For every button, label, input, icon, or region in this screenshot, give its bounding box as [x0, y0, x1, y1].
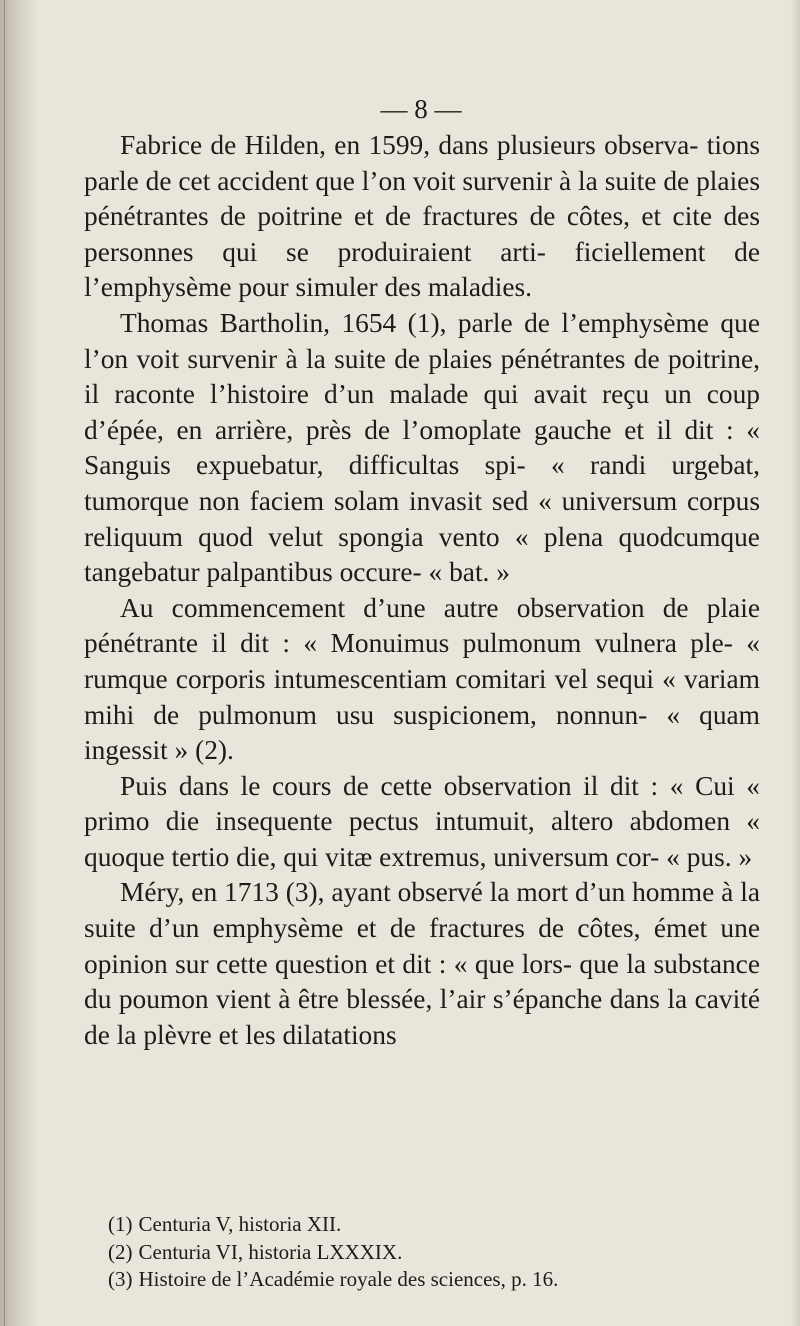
- text-line: Fabrice de Hilden, en 1599, dans plusieurs observa-: [120, 130, 699, 160]
- footnote-text: Centuria V, historia XII.: [138, 1212, 342, 1236]
- paragraph-commencement: [84, 591, 760, 769]
- text-line: reçu un coup d’épée, en arrière, près de l’omoplate: [84, 379, 761, 445]
- body-text: [84, 128, 760, 1053]
- paragraph-mery: [84, 875, 760, 1053]
- page-number: — 8 —: [380, 94, 462, 124]
- text-line: « quoque tertio die, qui vitæ extremus, universum cor-: [84, 806, 760, 872]
- footnote-text: Centuria VI, historia LXXXIX.: [138, 1239, 403, 1264]
- footnote-number: (1): [108, 1212, 133, 1236]
- text-line: de côtes, et cite des personnes qui se produiraient arti-: [84, 201, 760, 267]
- footnote-number: (2): [108, 1239, 133, 1264]
- text-line: « quam ingessit » (2).: [84, 699, 760, 766]
- paragraph-fabrice: [84, 128, 760, 306]
- text-line: pénétrante il dit : « Monuimus pulmonum vulnera ple-: [84, 628, 733, 659]
- text-line: « primo die insequente pectus intumuit, altero abdomen: [84, 770, 760, 837]
- text-line: « variam mihi de pulmonum usu suspicionem, nonnun-: [84, 663, 760, 730]
- footnote-number: (3): [108, 1267, 133, 1291]
- page-right-edge: [790, 0, 800, 1326]
- footnotes: [108, 1211, 748, 1294]
- page-spine-shadow: [0, 0, 38, 1326]
- text-line: que la substance du poumon vient à être blessée, l’air: [84, 948, 760, 1015]
- page-spine-line: [4, 0, 5, 1326]
- text-line: émet une opinion sur cette question et dit : « que lors-: [84, 913, 760, 979]
- book-page: [84, 0, 784, 1326]
- footnote-2: [108, 1239, 748, 1267]
- text-line: tions parle de cet accident que l’on voit survenir à la: [84, 130, 760, 196]
- text-line: Au commencement d’une autre observation de plaie: [120, 592, 760, 623]
- text-line: Méry, en 1713 (3), ayant observé la mort d’un homme: [120, 877, 715, 908]
- text-line: suite de plaies pénétrantes de poitrine et de fractures: [84, 165, 760, 232]
- text-line: Thomas Bartholin, 1654 (1), parle de l’emphysème: [120, 307, 709, 338]
- text-line: gauche et il dit : « Sanguis expuebatur, difficultas spi-: [84, 414, 760, 481]
- text-line: « plena quodcumque tangebatur palpantibus occure-: [84, 521, 760, 588]
- text-line: que l’on voit survenir à la suite de plaies pénétrantes: [84, 307, 760, 374]
- text-line: s’épanche dans la cavité de la plèvre et les dilatations: [84, 984, 760, 1050]
- text-line: Puis dans le cours de cette observation il dit : « Cui: [120, 770, 735, 801]
- text-line: à la suite d’un emphysème et de fractures de côtes,: [84, 877, 760, 944]
- text-line: « bat. »: [428, 557, 510, 588]
- text-line: ficiellement de l’emphysème pour simuler des maladies.: [84, 236, 760, 303]
- text-line: « universum corpus reliquum quod velut spongia vento: [84, 485, 760, 552]
- text-line: de poitrine, il raconte l’histoire d’un malade qui avait: [84, 343, 760, 410]
- footnote-1: [108, 1211, 748, 1239]
- text-line: « pus. »: [666, 841, 753, 872]
- paragraph-bartholin: [84, 306, 760, 591]
- footnote-text: Histoire de l’Académie royale des sciences, p. 16.: [138, 1267, 559, 1291]
- paragraph-observation: [84, 769, 760, 876]
- footnote-3: [108, 1266, 748, 1294]
- text-line: « randi urgebat, tumorque non faciem solam invasit sed: [84, 450, 760, 516]
- text-line: « rumque corporis intumescentiam comitari vel sequi: [84, 628, 760, 694]
